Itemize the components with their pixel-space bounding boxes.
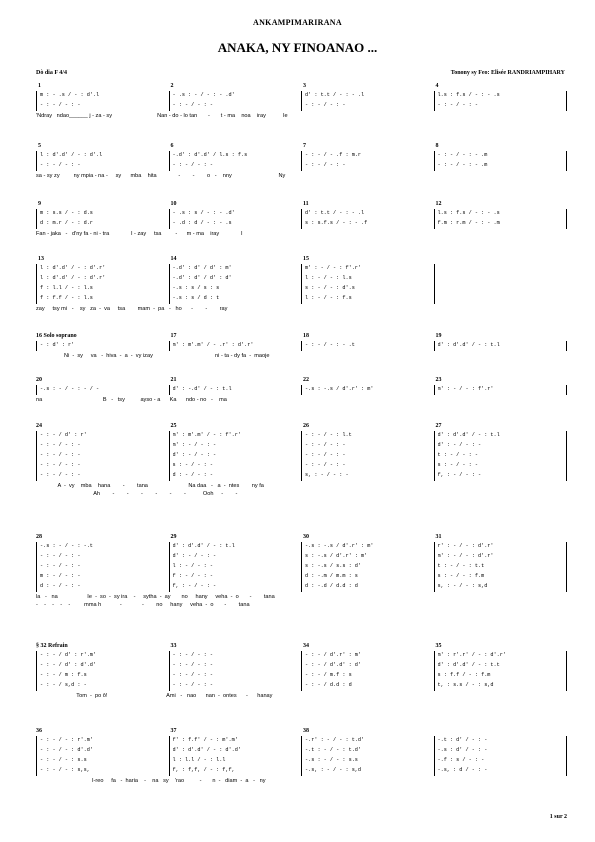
composer-credit: Tonony sy Feo: Elisée RANDRIAMPIHARY — [450, 70, 565, 76]
measure-notes: - : - / - : l.t — [305, 432, 352, 438]
bar-line — [434, 431, 435, 481]
bar-line — [301, 209, 302, 229]
measure-notes: f, : f,f, / - : f,f, — [172, 767, 235, 773]
measure-notes: f, : - / - : - — [172, 583, 217, 589]
song-title: ANAKA, NY FINOANAO ... — [217, 40, 378, 55]
bar-line — [301, 151, 302, 171]
measure-notes: l : d'.d' / - : d'.l — [40, 152, 103, 158]
bar-number: 26 — [303, 423, 309, 429]
measure-notes: d : - / - : - — [40, 583, 81, 589]
bar-line — [169, 385, 170, 395]
lyric-line: na B - tsy ayso - a Ka ndo - no - ma — [36, 397, 227, 403]
measure-notes: d' : d'.d' / - : t.t — [437, 662, 500, 668]
measure-notes: - : - / - : - — [172, 102, 213, 108]
bar-number: 17 — [170, 333, 177, 339]
measure-notes: - : - / - : - .m — [437, 152, 488, 158]
measure-notes: d' : d'.d' / - : t.l — [437, 342, 500, 348]
measure-notes: d' : t.t / - : - .l — [305, 92, 365, 98]
lyric-line: A - vy mba hana - tana Na daa - a - ntes ny fa — [36, 483, 264, 489]
measure-notes: - : - / - : - .t — [305, 342, 355, 348]
measure-notes: -.s : -.s / d'.r' : m' — [305, 386, 374, 392]
measure-notes: - : - / - : - — [40, 553, 81, 559]
measure-notes: l : - / - : f.s — [305, 295, 352, 301]
measure-notes: m' : - / - : d'.r' — [437, 553, 494, 559]
measure-notes: d : -.d / d.d : d — [305, 583, 358, 589]
bar-number: 11 — [303, 201, 309, 207]
measure-notes: r' : - / - : d'.r' — [437, 543, 494, 549]
bar-line — [301, 736, 302, 776]
measure-notes: m' : - / - : - — [172, 442, 217, 448]
measure-notes: l : - / - : - — [172, 563, 213, 569]
measure-notes: s : - / - : - — [437, 462, 478, 468]
measure-notes: - .s : s / - : - .d' — [172, 210, 235, 216]
measure-notes: -.t : d' / - : - — [437, 737, 488, 743]
bar-line — [169, 651, 170, 691]
measure-notes: s : - / - : - — [172, 462, 213, 468]
measure-notes: s : - / - : d'.s — [305, 285, 355, 291]
bar-line — [301, 91, 302, 111]
measure-notes: - : - / - : - — [40, 102, 81, 108]
bar-number: 33 — [170, 643, 177, 649]
measure-notes: -.d' : d'.d' / l.s : f.s — [172, 152, 248, 158]
lyric-line: Tom - po ô! Ami - nao nan - ontes - hanay — [36, 693, 273, 699]
bar-line — [36, 431, 37, 481]
measure-notes: m : - / - : - — [40, 573, 81, 579]
bar-number: 27 — [435, 423, 442, 429]
bar-line — [434, 542, 435, 592]
bar-line — [566, 431, 567, 481]
bar-number: 37 — [170, 728, 177, 734]
measure-notes: - : - / d'.d' : d' — [305, 662, 362, 668]
measure-notes: s, : - / - : s,d — [437, 583, 488, 589]
measure-notes: - : - / - .f : m.r — [305, 152, 362, 158]
measure-notes: f : f.f / - : l.s — [40, 295, 93, 301]
measure-notes: - : - / - : - — [305, 162, 346, 168]
measure-notes: - .s : - / - : - .d' — [172, 92, 235, 98]
measure-notes: - : - / - : d'.d' — [40, 747, 93, 753]
measure-notes: - : - / - : - — [305, 462, 346, 468]
lyric-line: zay tsy mi - sy za - va tsa mam - pa - ho - - ray — [36, 306, 228, 312]
bar-line — [169, 542, 170, 592]
measure-notes: d' : t.t / - : - .l — [305, 210, 365, 216]
bar-number: 30 — [303, 534, 309, 540]
bar-line — [169, 209, 170, 229]
bar-line — [36, 736, 37, 776]
bar-number: 18 — [303, 333, 309, 339]
bar-number: 12 — [435, 201, 442, 207]
measure-notes: - : - / - : - — [172, 682, 213, 688]
measure-notes: - : - / - : - — [40, 442, 81, 448]
bar-number: 19 — [435, 333, 442, 339]
bar-line — [169, 91, 170, 111]
measure-notes: s : f.f / - : f.m — [437, 672, 491, 678]
measure-notes: - : - / - : r'.m' — [40, 737, 93, 743]
bar-number: 29 — [170, 534, 177, 540]
bar-number: 14 — [170, 256, 177, 262]
bar-number: 4 — [435, 83, 439, 89]
measure-notes: - : - / d' : r'.m' — [40, 652, 97, 658]
bar-line — [169, 341, 170, 351]
system-label: 16 Solo soprano — [36, 333, 77, 339]
bar-line — [301, 542, 302, 592]
lyric-line: 'Ndray ndao______ j - za - sy Nan - do - lo tan - t - ma noa iray Ie — [36, 113, 288, 119]
lyric-line: la - na Ie - so - sy ira - sytha - ay no hany veha - o - tana — [36, 594, 275, 600]
measure-notes: - : - / - : - — [305, 102, 346, 108]
system-label: 36 — [36, 728, 42, 734]
bar-number: 6 — [170, 143, 174, 149]
bar-number: 22 — [303, 377, 309, 383]
measure-notes: -.t : - / - : t.d' — [305, 747, 362, 753]
measure-notes: l.s : f.s / - : - .s — [437, 210, 500, 216]
header-title: ANKAMPIMARIRANA — [253, 18, 342, 27]
lyric-line: Ni - sy va - hiva - a - vy izay ni - ta - dy fa - maoje — [36, 353, 270, 359]
measure-notes: - : - / - : - — [305, 452, 346, 458]
bar-number: 31 — [435, 534, 442, 540]
measure-notes: d : - / - : - — [172, 472, 213, 478]
measure-notes: l.s : f.s / - : - .s — [437, 92, 500, 98]
lyric-line-2: Ah - - - - - - Ooh - - — [36, 491, 238, 497]
bar-line — [169, 264, 170, 304]
measure-notes: - : - / - : - — [172, 672, 213, 678]
bar-number: 34 — [303, 643, 309, 649]
measure-notes: - : - / - : - — [172, 652, 213, 658]
measure-notes: d' : d'.d' / - : d'.d' — [172, 747, 241, 753]
measure-notes: l : d'.d' / - : d'.r' — [40, 265, 106, 271]
measure-notes: m' : m'.m' / - .r' : d'.r' — [172, 342, 254, 348]
measure-notes: -.s : - / - : -.t — [40, 543, 93, 549]
measure-notes: - : - / - : - .m — [437, 162, 488, 168]
bar-line — [566, 151, 567, 171]
measure-notes: - : - / - : - — [40, 452, 81, 458]
measure-notes: d' : - / - : - — [172, 452, 217, 458]
measure-notes: - : - / - : - — [172, 662, 213, 668]
measure-notes: - : - / - : - — [437, 102, 478, 108]
bar-number: 2 — [170, 83, 174, 89]
bar-line — [434, 341, 435, 351]
measure-notes: t : - / - : - — [437, 452, 478, 458]
measure-notes: - : - / - : s,s, — [40, 767, 90, 773]
bar-line — [36, 91, 37, 111]
measure-notes: l : d'.d' / - : d'.r' — [40, 275, 106, 281]
bar-line — [36, 209, 37, 229]
measure-notes: - : - / - : s.s — [40, 757, 87, 763]
measure-notes: - : - / - : - — [305, 442, 346, 448]
measure-notes: s, : - / - : - — [305, 472, 349, 478]
measure-notes: f : l.l / - : l.s — [40, 285, 93, 291]
bar-line — [434, 736, 435, 776]
measure-notes: m : s.s / - : d.s — [40, 210, 93, 216]
measure-notes: - : - / - : - — [40, 563, 81, 569]
measure-notes: -.s : - / - : - / - — [40, 386, 100, 392]
bar-number: 25 — [170, 423, 177, 429]
measure-notes: l : - / - : l.s — [305, 275, 352, 281]
bar-number: 38 — [303, 728, 309, 734]
measure-notes: - : - / m.f : s — [305, 672, 352, 678]
measure-notes: s : -.s / d'.r' : m' — [305, 553, 368, 559]
bar-line — [169, 431, 170, 481]
measure-notes: m : - .s / - : d'.l — [40, 92, 100, 98]
lyric-line: sa - sy zy ny mpia - na - sy mba hita - - o - nny Ny — [36, 173, 286, 179]
measure-notes: - : - / m : f.s — [40, 672, 87, 678]
measure-notes: -.d' : d' / d' : d' — [172, 275, 232, 281]
measure-notes: - : - / - : - — [40, 472, 81, 478]
measure-notes: d : -.m / m.m : s — [305, 573, 358, 579]
measure-notes: d' : d'.d' / - : t.l — [172, 543, 235, 549]
bar-line — [566, 736, 567, 776]
bar-line — [566, 341, 567, 351]
measure-notes: -.s, : - / - : s,d — [305, 767, 362, 773]
bar-line — [566, 385, 567, 395]
bar-line — [434, 151, 435, 171]
measure-notes: - : - / d.d : d — [305, 682, 352, 688]
bar-number: 5 — [38, 143, 41, 149]
measure-notes: s : -.s / s.s : d' — [305, 563, 362, 569]
measure-notes: m' : - / - : f'.r' — [305, 265, 362, 271]
bar-line — [36, 264, 37, 304]
bar-number: 8 — [435, 143, 439, 149]
bar-number: 9 — [38, 201, 41, 207]
bar-number: 13 — [38, 256, 44, 262]
measure-notes: t : - / - : t.t — [437, 563, 485, 569]
measure-notes: d : m.r / - : d.r — [40, 220, 93, 226]
bar-line — [36, 341, 37, 351]
bar-number: 35 — [435, 643, 442, 649]
system-label: § 32 Refrain — [36, 643, 68, 649]
system-label: 24 — [36, 423, 42, 429]
bar-line — [169, 151, 170, 171]
measure-notes: - : - / d'.r' : m' — [305, 652, 362, 658]
bar-line — [434, 209, 435, 229]
bar-line — [301, 651, 302, 691]
bar-line — [301, 341, 302, 351]
measure-notes: -.s : s / s : s — [172, 285, 220, 291]
bar-number: 23 — [435, 377, 442, 383]
bar-line — [566, 91, 567, 111]
measure-notes: f, : - / - : - — [437, 472, 482, 478]
bar-line — [301, 431, 302, 481]
measure-notes: -.d' : d' / d' : m' — [172, 265, 232, 271]
lyric-line: Fan - jaka - d'ny fa - ni - tra I - zay tsa - m - ma iray I — [36, 231, 243, 237]
measure-notes: f' : f.f' / - : m'.m' — [172, 737, 238, 743]
system-label: 20 — [36, 377, 42, 383]
measure-notes: f : - / - : - — [172, 573, 213, 579]
bar-line — [434, 651, 435, 691]
measure-notes: - : - / d' : r' — [40, 432, 87, 438]
bar-line — [36, 542, 37, 592]
bar-line — [169, 736, 170, 776]
measure-notes: - : - / d' : d'.d' — [40, 662, 97, 668]
measure-notes: - : - / - : - — [172, 162, 213, 168]
measure-notes: d' : - / - : - — [437, 442, 482, 448]
bar-line — [566, 209, 567, 229]
measure-notes: s : s.f.s / - : - .f — [305, 220, 368, 226]
bar-number: 10 — [170, 201, 177, 207]
bar-line — [434, 91, 435, 111]
bar-number: 21 — [170, 377, 177, 383]
page-number: 1 sur 2 — [549, 814, 567, 820]
measure-notes: - .d : d / - : - .s — [172, 220, 232, 226]
measure-notes: l : l.l / - : l.l — [172, 757, 226, 763]
bar-line — [301, 264, 302, 304]
measure-notes: d' : - / - : - — [172, 553, 217, 559]
system-label: 28 — [36, 534, 42, 540]
measure-notes: d' : -.d' / - : t.l — [172, 386, 232, 392]
bar-line — [36, 151, 37, 171]
bar-line — [301, 385, 302, 395]
bar-line — [566, 542, 567, 592]
measure-notes: m' : r'.r' / - : d'.r' — [437, 652, 506, 658]
bar-number: 7 — [303, 143, 306, 149]
measure-notes: - : d' : r' — [40, 342, 75, 348]
measure-notes: m' : - / - : f'.r' — [437, 386, 494, 392]
measure-notes: -.f : s / - : - — [437, 757, 485, 763]
measure-notes: - : - / - : - — [40, 162, 81, 168]
bar-number: 3 — [303, 83, 306, 89]
measure-notes: -.r' : - / - : t.d' — [305, 737, 365, 743]
bar-line — [434, 264, 435, 304]
measure-notes: - : - / s,d : - — [40, 682, 87, 688]
measure-notes: t, : s.s / - : s,d — [437, 682, 494, 688]
measure-notes: - : - / - : - — [40, 462, 81, 468]
lyric-line-2: - - - - - mma h - - no hany veha - o - tana — [36, 602, 250, 608]
measure-notes: f.m : r.m / - : - .m — [437, 220, 500, 226]
bar-number: 15 — [303, 256, 309, 262]
measure-notes: d' : d'.d' / - : t.l — [437, 432, 500, 438]
key-signature: Dò dia F 4/4 — [36, 70, 67, 76]
measure-notes: -.s : - / - : s.s — [305, 757, 358, 763]
lyric-line: I-reo fa - haria - na sy 'rao - n - diam - a - ny — [36, 778, 266, 784]
bar-line — [434, 385, 435, 395]
measure-notes: s : - / - : f.m — [437, 573, 485, 579]
bar-line — [566, 651, 567, 691]
measure-notes: -.s : d' / - : - — [437, 747, 488, 753]
measure-notes: -.s, : d / - : - — [437, 767, 488, 773]
bar-line — [36, 651, 37, 691]
bar-line — [36, 385, 37, 395]
bar-number: 1 — [38, 83, 41, 89]
measure-notes: m' : m'.m' / - : f'.r' — [172, 432, 241, 438]
measure-notes: -.s : s / d : t — [172, 295, 220, 301]
measure-notes: -.s : -.s / d'.r' : m' — [305, 543, 374, 549]
